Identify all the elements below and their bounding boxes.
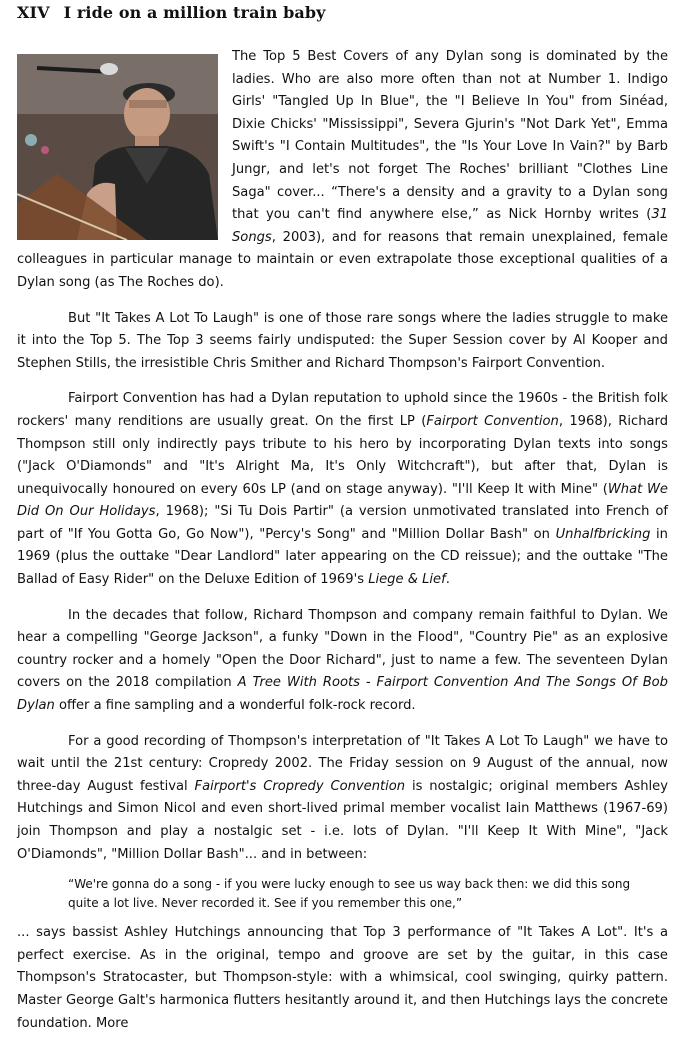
paragraph-3-text: , 1968), Richard Thompson still only indirectly pays tribute to his hero by incorporating Dylan texts into songs ("Jack O'Diamonds" and "It's Alright Ma, It's Only Witchcraft"), but after that, Dylan is unequivocally honoured on every 60s LP (and on stage anyway). "I'll Keep It with Mine" ( [17,413,669,497]
block-quote: “We're gonna do a song - if you were lucky enough to see us way back then: we did this song quite a lot live. Never recorded it. See if you remember this one,” [68,877,631,911]
paragraph-4 [17,605,668,718]
chapter-number: XIV [17,3,50,22]
paragraph-3-text: , 1968); "Si Tu Dois Partir" (a version unmotivated translated into French of part of "If You Gotta Go, Go Now"), "Percy's Song" and "Million Dollar Bash" on [17,504,668,542]
festival-title: Fairport's Cropredy Convention [194,778,406,794]
paragraph-5-text: is nostalgic; original members Ashley Hutchings and Simon Nicol and even short-lived primal member vocalist Iain Matthews (1967-69) join Thompson and play a nostalgic set - i.e. lots of Dylan. "I'll Keep It With Mine", "Jack O'Diamonds", "Million Dollar Bash"... and in between: [17,778,668,862]
album-title: Liege & Lief [368,572,446,588]
album-title: Unhalfbricking [555,526,651,542]
performer-photo-drawing [17,54,218,240]
paragraph-3 [17,388,668,591]
album-title: Fairport Convention [426,413,559,429]
chapter-title: I ride on a million train baby [63,3,326,22]
album-title: A Tree With Roots - Fairport Convention And The Songs Of Bob Dylan [17,675,668,714]
paragraph-5-text: For a good recording of Thompson's interpretation of "It Takes A Lot To Laugh" we have to wait until the 21st century: Cropredy 2002. The Friday session on 9 August of the annual, now three-day August festival [17,733,668,794]
paragraph-2: But "It Takes A Lot To Laugh" is one of those rare songs where the ladies struggle to make it into the Top 5. The Top 3 seems fairly undisputed: the Super Session cover by Al Kooper and Stephen Stills, the irresistible Chris Smither and Richard Thompson's Fairport Convention. [17,310,668,371]
album-title: What We Did On Our Holidays [17,481,668,520]
paragraph-6: ... says bassist Ashley Hutchings announcing that Top 3 performance of "It Takes A Lot". It's a perfect exercise. As in the original, tempo and groove are set by the guitar, in this case Thompson's Stratocaster, but Thompson-style: with a whimsical, cool swinging, quirky pattern. Master George Galt's harmonica flutters hesitantly around it, and then Hutchings lays the concrete foundation. More [17,925,668,1031]
article-body [17,46,668,1048]
performer-photo [17,54,218,240]
paragraph-5 [17,731,668,867]
paragraph-1-text: The Top 5 Best Covers of any Dylan song is dominated by the ladies. Who are also more often than not at Number 1. Indigo Girls' "Tangled Up In Blue", the "I Believe In You" from Sinéad, Dixie Chicks' "Mississippi", Severa Gjurin's "Not Dark Yet", Emma Swift's "I Contain Multitudes", the "Is Your Love In Vain?" by Barb Jungr, and let's not forget The Roches' brilliant "Clothes Line Saga" cover... “There's a density and a gravity to a Dylan song that you can't find anywhere else,” as Nick Hornby writes ( [232,49,668,223]
paragraph-3-text: Fairport Convention has had a Dylan reputation to uphold since the 1960s - the British folk rockers' many renditions are usually great. On the first LP ( [17,391,668,429]
paragraph-3-text: . [445,572,450,588]
chapter-heading [17,3,326,22]
paragraph-4-text: In the decades that follow, Richard Thompson and company remain faithful to Dylan. We hear a compelling "George Jackson", a funky "Down in the Flood", "Country Pie" as an explosive country rocker and a homely "Open the Door Richard", just to name a few. The seventeen Dylan covers on the 2018 compilation [17,607,668,691]
paragraph-4-text: offer a fine sampling and a wonderful folk-rock record. [54,698,416,714]
book-title: 31 Songs [232,207,668,245]
paragraph-3-text: in 1969 (plus the outtake "Dear Landlord" later appearing on the CD reissue); and the outtake "The Ballad of Easy Rider" on the Deluxe Edition of 1969's [17,526,668,588]
paragraph-1-text-cont: , 2003), and for reasons that remain unexplained, female colleagues in particular manage to maintain or even extrapolate those exceptional qualities of a Dylan song (as The Roches do). [17,229,668,290]
